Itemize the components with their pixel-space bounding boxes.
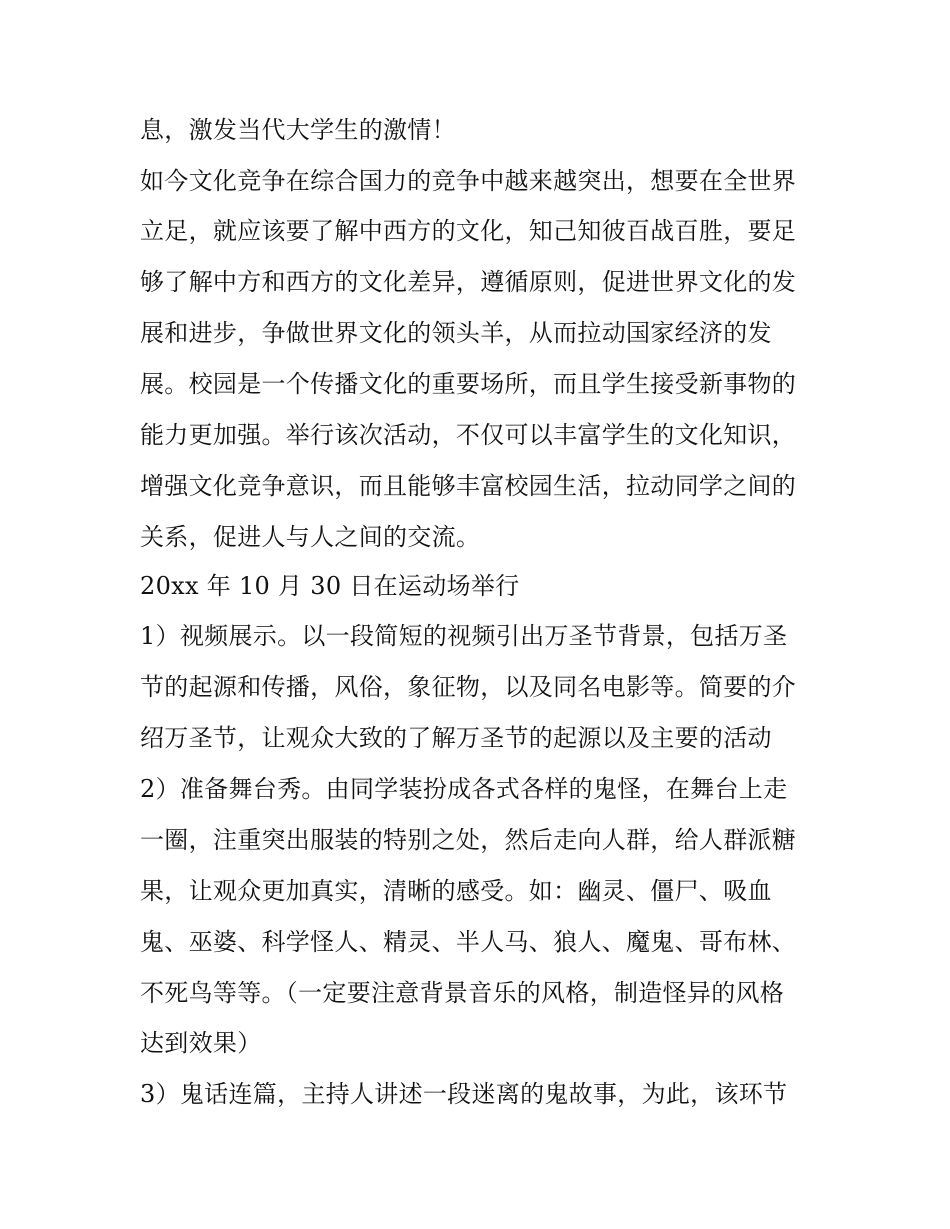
text-line: 立足，就应该要了解中西方的文化，知己知彼百战百胜，要足 xyxy=(140,217,797,245)
text-line: 关系，促进人与人之间的交流。 xyxy=(140,523,481,551)
text-line: 够了解中方和西方的文化差异，遵循原则，促进世界文化的发 xyxy=(140,268,797,296)
text-line: 绍万圣节，让观众大致的了解万圣节的起源以及主要的活动 xyxy=(140,724,772,752)
text-line: 如今文化竞争在综合国力的竞争中越来越突出，想要在全世界 xyxy=(140,167,797,195)
text-line: 一圈，注重突出服装的特别之处，然后走向人群，给人群派糖 xyxy=(140,826,797,854)
text-line: 不死鸟等等。（一定要注意背景音乐的风格，制造怪异的风格 xyxy=(140,979,785,1007)
text-line: 节的起源和传播，风俗，象征物，以及同名电影等。简要的介 xyxy=(140,673,797,701)
text-line: 达到效果） xyxy=(140,1029,262,1057)
text-line: 果，让观众更加真实，清晰的感受。如：幽灵、僵尸、吸血 xyxy=(140,877,772,905)
text-line: 3）鬼话连篇，主持人讲述一段迷离的鬼故事，为此，该环节 xyxy=(140,1080,788,1108)
text-line: 能力更加强。举行该次活动，不仅可以丰富学生的文化知识， xyxy=(140,421,797,449)
text-line: 息，激发当代大学生的激情！ xyxy=(140,116,456,144)
text-line: 展。校园是一个传播文化的重要场所，而且学生接受新事物的 xyxy=(140,370,797,398)
text-line: 20xx 年 10 月 30 日在运动场举行 xyxy=(140,572,520,600)
text-line: 1）视频展示。以一段简短的视频引出万圣节背景，包括万圣 xyxy=(140,622,788,650)
text-line: 2）准备舞台秀。由同学装扮成各式各样的鬼怪，在舞台上走 xyxy=(140,775,788,803)
text-line: 增强文化竞争意识，而且能够丰富校园生活，拉动同学之间的 xyxy=(140,472,797,500)
text-line: 鬼、巫婆、科学怪人、精灵、半人马、狼人、魔鬼、哥布林、 xyxy=(140,928,797,956)
text-line: 展和进步，争做世界文化的领头羊，从而拉动国家经济的发 xyxy=(140,319,772,347)
